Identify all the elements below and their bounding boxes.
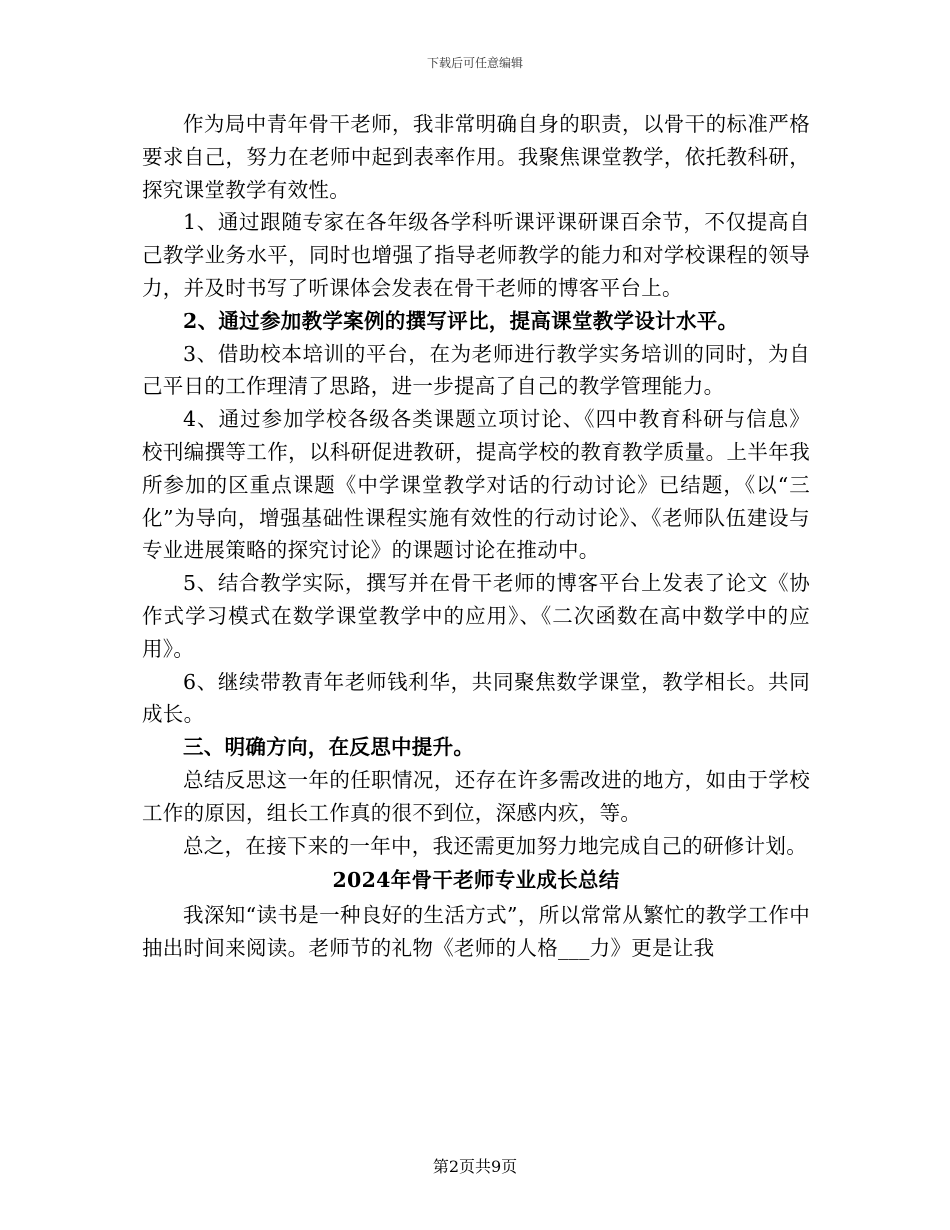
intro-paragraph: 作为局中青年骨干老师，我非常明确自身的职责，以骨干的标准严格要求自己，努力在老师中起到表率作用。我聚焦课堂教学，依托教科研，探究课堂教学有效性。: [142, 112, 810, 202]
section-first-paragraph: 我深知“读书是一种良好的生活方式”，所以常常从繁忙的教学工作中抽出时间来阅读。老师节的礼物《老师的人格___力》更是让我: [142, 903, 810, 960]
item-3-paragraph: 3、借助校本培训的平台，在为老师进行教学实务培训的同时，为自己平日的工作理清了思路，进一步提高了自己的教学管理能力。: [142, 341, 810, 399]
item-6-paragraph: 6、继续带教青年老师钱利华，共同聚焦数学课堂，教学相长。共同成长。: [142, 669, 810, 727]
item-2-paragraph: 2、通过参加教学案例的撰写评比，提高课堂教学设计水平。: [183, 308, 739, 333]
item-4-paragraph: 4、通过参加学校各级各类课题立项讨论、《四中教育科研与信息》校刊编撰等工作，以科研促进教研，提高学校的教育教学质量。上半年我所参加的区重点课题《中学课堂教学对话的行动讨论》已结题，《以“三化”为导向，增强基础性课程实施有效性的行动讨论》、《老师队伍建设与专业进展策略的探究讨论》的课题讨论在推动中。: [142, 407, 810, 563]
section-three-heading: 三、明确方向，在反思中提升。: [183, 735, 475, 760]
page-number-footer: 第2页共9页: [432, 1157, 518, 1176]
item-5-paragraph: 5、结合教学实际，撰写并在骨干老师的博客平台上发表了论文《协作式学习模式在数学课堂教学中的应用》、《二次函数在高中数学中的应用》。: [142, 571, 810, 661]
conclusion-paragraph: 总之，在接下来的一年中，我还需更加努力地完成自己的研修计划。: [183, 833, 807, 858]
section-title: 2024年骨干老师专业成长总结: [332, 868, 620, 893]
document-body: [142, 108, 810, 965]
item-1-paragraph: 1、通过跟随专家在各年级各学科听课评课研课百余节，不仅提高自己教学业务水平，同时也增强了指导老师教学的能力和对学校课程的领导力，并及时书写了听课体会发表在骨干老师的博客平台上。: [142, 210, 810, 300]
reflection-paragraph: 总结反思这一年的任职情况，还存在许多需改进的地方，如由于学校工作的原因，组长工作真的很不到位，深感内疚，等。: [142, 767, 810, 825]
page-header-note: 下载后可任意编辑: [426, 56, 523, 70]
